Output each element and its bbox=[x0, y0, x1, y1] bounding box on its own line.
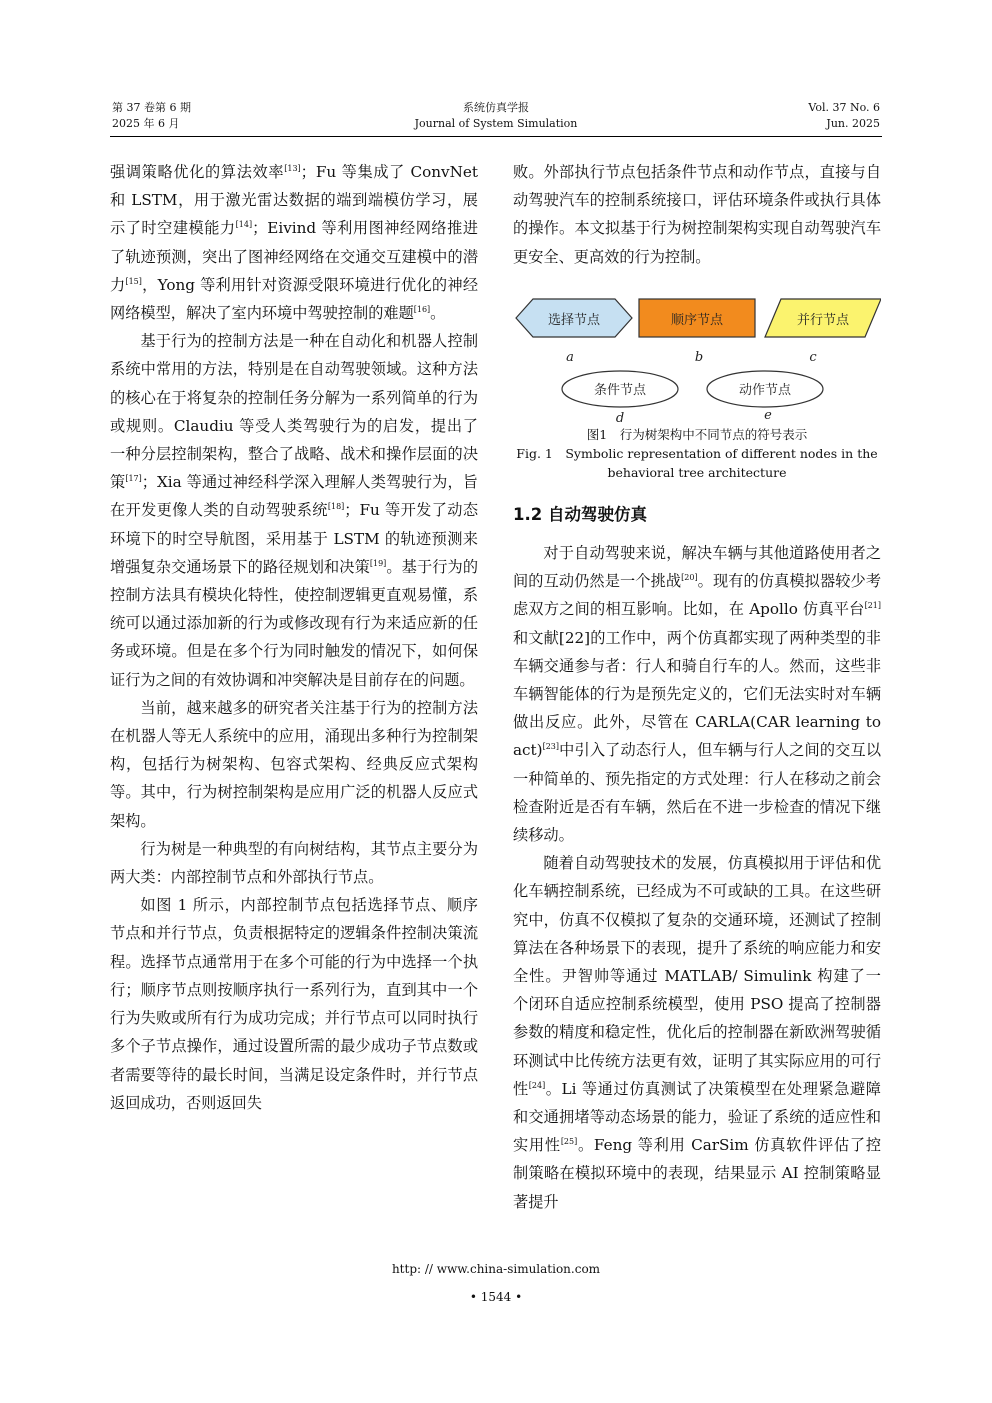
citation-ref: [21] bbox=[864, 601, 881, 611]
caption-en-line1: Fig. 1 Symbolic representation of different nodes in the bbox=[516, 445, 878, 461]
citation-ref: [23] bbox=[542, 742, 560, 752]
publication-date-en: Jun. 2025 bbox=[826, 117, 880, 130]
volume-issue-en: Vol. 37 No. 6 bbox=[808, 101, 880, 114]
action-node-label: 动作节点 bbox=[738, 382, 792, 398]
paragraph: 基于行为的控制方法是一种在自动化和机器人控制系统中常用的方法，特别是在自动驾驶领域。这种方法的核心在于将复杂的控制任务分解为一系列简单的行为或规则。Claudiu 等受人类驾驶行为的启发，提出了一种分层控制架构，整合了战略、战术和操作层面的决策[17]；Xia 等通过神经科学深入理解人类驾驶行为，旨在开发更像人类的自动驾驶系统[18]；Fu 等开发了动态环境下的时空导航图，采用基于 LSTM 的轨迹预测来增强复杂交通场景下的路径规划和决策[19]。基于行为的控制方法具有模块化特性，使控制逻辑更直观易懂，系统可以通过添加新的行为或修改现有行为来适应新的任务或环境。但是在多个行为同时触发的情况下，如何保证行为之间的有效协调和冲突解决是目前存在的问题。 bbox=[110, 332, 479, 689]
paragraph: 随着自动驾驶技术的发展，仿真模拟用于评估和优化车辆控制系统，已经成为不可或缺的工具。在这些研究中，仿真不仅模拟了复杂的交通环境，还测试了控制算法在各种场景下的表现，提升了系统的响应能力和安全性。尹智帅等通过 MATLAB/ Simulink 构建了一个闭环自适应控制系统模型，使用 PSO 提高了控制器参数的精度和稳定性，优化后的控制器在新欧洲驾驶循环测试中比传统方法更有效，证明了其实际应用的可行性[24]。Li 等通过仿真测试了决策模型在处理紧急避障和交通拥堵等动态场景的能力，验证了系统的适应性和实用性[25]。Feng 等利用 CarSim 仿真软件评估了控制策略在模拟环境中的表现，结果显示 AI 控制策略显著提升 bbox=[513, 854, 882, 1211]
header-right bbox=[808, 100, 880, 132]
parallel-node-label: 并行节点 bbox=[796, 312, 850, 328]
paragraph: 败。外部执行节点包括条件节点和动作节点，直接与自动驾驶汽车的控制系统接口，评估环境条件或执行具体的操作。本文拟基于行为树控制架构实现自动驾驶汽车更安全、更高效的行为控制。 bbox=[513, 163, 881, 266]
paragraph: 强调策略优化的算法效率[13]；Fu 等集成了 ConvNet 和 LSTM，用于激光雷达数据的端到端模仿学习，展示了时空建模能力[14]；Eivind 等利用图神经网络推进了轨迹预测，突出了图神经网络在交通交互建模中的潜力[15]，Yong 等利用针对资源受限环境进行优化的神经网络模型，解决了室内环境中驾驶控制的难题[16]。 bbox=[110, 163, 479, 323]
citation-ref: [20] bbox=[681, 573, 698, 583]
sequence-node-label: 顺序节点 bbox=[670, 312, 724, 328]
right-column bbox=[513, 158, 881, 1216]
page-number: • 1544 • bbox=[469, 1290, 523, 1304]
figure-caption bbox=[513, 425, 881, 482]
paragraph: 行为树是一种典型的有向树结构，其节点主要分为两大类：内部控制节点和外部执行节点。 bbox=[110, 839, 478, 887]
volume-issue: 第 37 卷第 6 期 bbox=[112, 101, 191, 114]
label-c: c bbox=[809, 349, 817, 365]
label-e: e bbox=[764, 407, 772, 423]
citation-ref: [18] bbox=[327, 502, 345, 512]
paragraph: 对于自动驾驶来说，解决车辆与其他道路使用者之间的互动仍然是一个挑战[20]。现有的仿真模拟器较少考虑双方之间的相互影响。比如，在 Apollo 仿真平台[21]和文献[22]的工作中，两个仿真都实现了两种类型的非车辆交通参与者：行人和骑自行车的人。然而，这些非车辆智能体的行为是预先定义的，它们无法实时对车辆做出反应。此外，尽管在 CARLA(CAR learning to act)[23]中引入了动态行人，但车辆与行人之间的交互以一种简单的、预先指定的方式处理：行人在移动之前会检查附近是否有车辆，然后在不进一步检查的情况下继续移动。 bbox=[513, 544, 882, 845]
caption-cn: 图1 行为树架构中不同节点的符号表示 bbox=[586, 426, 808, 442]
figure-1 bbox=[513, 285, 881, 480]
citation-ref: [19] bbox=[369, 558, 387, 568]
paragraph: 当前，越来越多的研究者关注基于行为的控制方法在机器人等无人系统中的应用，涌现出多种行为控制架构，包括行为树架构、包容式架构、经典反应式架构等。其中，行为树控制架构是应用广泛的机器人反应式架构。 bbox=[110, 698, 478, 830]
citation-ref: [25] bbox=[560, 1137, 578, 1147]
citation-ref: [16] bbox=[413, 304, 431, 314]
journal-title-cn: 系统仿真学报 bbox=[463, 101, 529, 114]
publication-date: 2025 年 6 月 bbox=[112, 117, 180, 130]
citation-ref: [24] bbox=[528, 1080, 546, 1090]
caption-en-line2: behavioral tree architecture bbox=[607, 464, 787, 480]
left-column bbox=[110, 158, 478, 1117]
citation-ref: [14] bbox=[235, 220, 253, 230]
citation-ref: [13] bbox=[284, 163, 301, 173]
journal-url: http: // www.china-simulation.com bbox=[391, 1262, 601, 1276]
paragraph: 如图 1 所示，内部控制节点包括选择节点、顺序节点和并行节点，负责根据特定的逻辑条件控制决策流程。选择节点通常用于在多个可能的行为中选择一个执行；顺序节点则按顺序执行一系列行为，直到其中一个行为失败或所有行为成功完成；并行节点可以同时执行多个子节点操作，通过设置所需的最少成功子节点数或者需要等待的最长时间，当满足设定条件时，并行节点返回成功，否则返回失 bbox=[110, 896, 478, 1112]
selector-node-label: 选择节点 bbox=[547, 312, 601, 328]
condition-node-label: 条件节点 bbox=[593, 382, 647, 398]
citation-ref: [15] bbox=[125, 276, 142, 286]
header-rule bbox=[110, 136, 882, 137]
label-d: d bbox=[615, 410, 625, 426]
label-b: b bbox=[694, 349, 704, 365]
section-heading: 1.2 自动驾驶仿真 bbox=[513, 504, 647, 524]
journal-title-en: Journal of System Simulation bbox=[414, 117, 578, 130]
label-a: a bbox=[566, 349, 574, 365]
citation-ref: [17] bbox=[125, 474, 142, 484]
